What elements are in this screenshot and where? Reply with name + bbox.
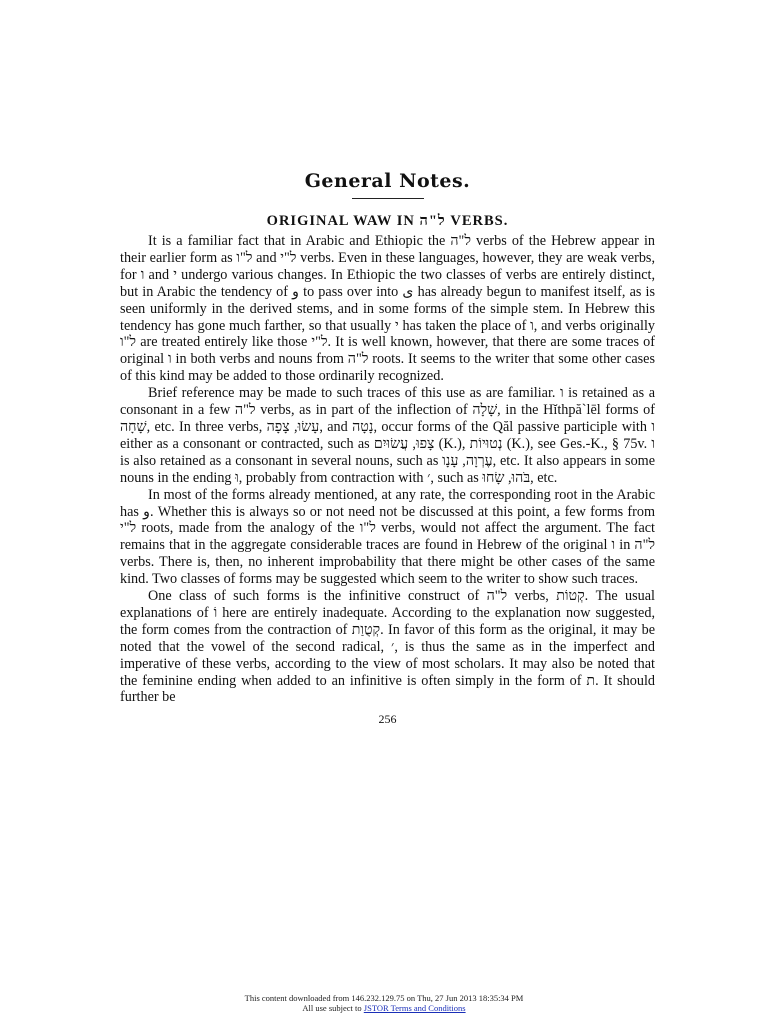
terms-link[interactable]: JSTOR Terms and Conditions [363, 1003, 466, 1013]
paragraph-4: One class of such forms is the infinitive construct of ל"ה verbs, קְטוֹת. The usual explanations of וֹ here are entirely inadequate. According to the explanation now suggested, the form comes from the contraction of קְטֻוַת. In favor of this form as the original, it may be noted that the vowel of the second radical, ׳, is thus the same as in the imperfect and imperative of these verbs, according to the view of most scholars. It may also be noted that the feminine ending when added to an infinitive is often simply in the form of ת. It should further be [120, 588, 655, 706]
paragraph-1: It is a familiar fact that in Arabic and Ethiopic the ל"ה verbs of the Hebrew appear in their earlier form as ל"ו and ל"י verbs. Even in these languages, however, they are weak verbs, for ו and י undergo various changes. In Ethiopic the two classes of verbs are entirely distinct, but in Arabic the tendency of و to pass over into ى has already begun to manifest itself, as is seen uniformly in the derived stems, and in some forms of the simple stem. In Hebrew this tendency has gone much farther, so that usually י has taken the place of ו, and verbs originally ל"ו are treated entirely like those ל"י. It is well known, however, that there are some traces of original ו in both verbs and nouns from ל"ה roots. It seems to the writer that some other cases of this kind may be added to those ordinarily recognized. [120, 233, 656, 385]
paragraph-2: Brief reference may be made to such traces of this use as are familiar. ו is retained as a consonant in a few ל"ה verbs, as in part of the inflection of שָׁלָה, in the Hĭthpă`lēl forms of שָׁחָה, etc. In three verbs, עָשׂוּ, צָפָה, and נָטָה, occur forms of the Qăl passive participle with ו either as a consonant or contracted, such as צָפוּ, עֲשׂוּיִם (K.), נְטוּיוֹת (K.), see Ges.-K., § 75v. ו is also retained as a consonant in several nouns, such as עֶרְוָה, עָנָו, etc. It also appears in some nouns in the ending וּ, probably from contraction with ׳, such as בֹּהוּ, שָׂחוּ, etc. [120, 385, 655, 486]
terms-prefix: All use subject to [302, 1003, 364, 1013]
section-title: ORIGINAL WAW IN ל"ה VERBS. [266, 213, 509, 229]
download-notice: This content downloaded from 146.232.129.75 on Thu, 27 Jun 2013 18:35:34 PM [244, 993, 524, 1003]
page-number: 256 [378, 712, 397, 727]
title-rule [352, 198, 424, 199]
paragraph-3: In most of the forms already mentioned, at any rate, the corresponding root in the Arabic has و. Whether this is always so or not need not be discussed at this point, a few forms from ל"י roots, made from the analogy of the ל"ו verbs, would not affect the argument. The fact remains that in the aggregate considerable traces are found in Hebrew of the original ו in ל"ה verbs. There is, then, no inherent improbability that there might be other cases of the same kind. Two classes of forms may be suggested which seem to the writer to show such traces. [120, 486, 655, 588]
page-title: General Notes. [304, 170, 471, 192]
download-footer [0, 993, 768, 1013]
article-page [120, 170, 655, 727]
terms-line [0, 1003, 768, 1013]
